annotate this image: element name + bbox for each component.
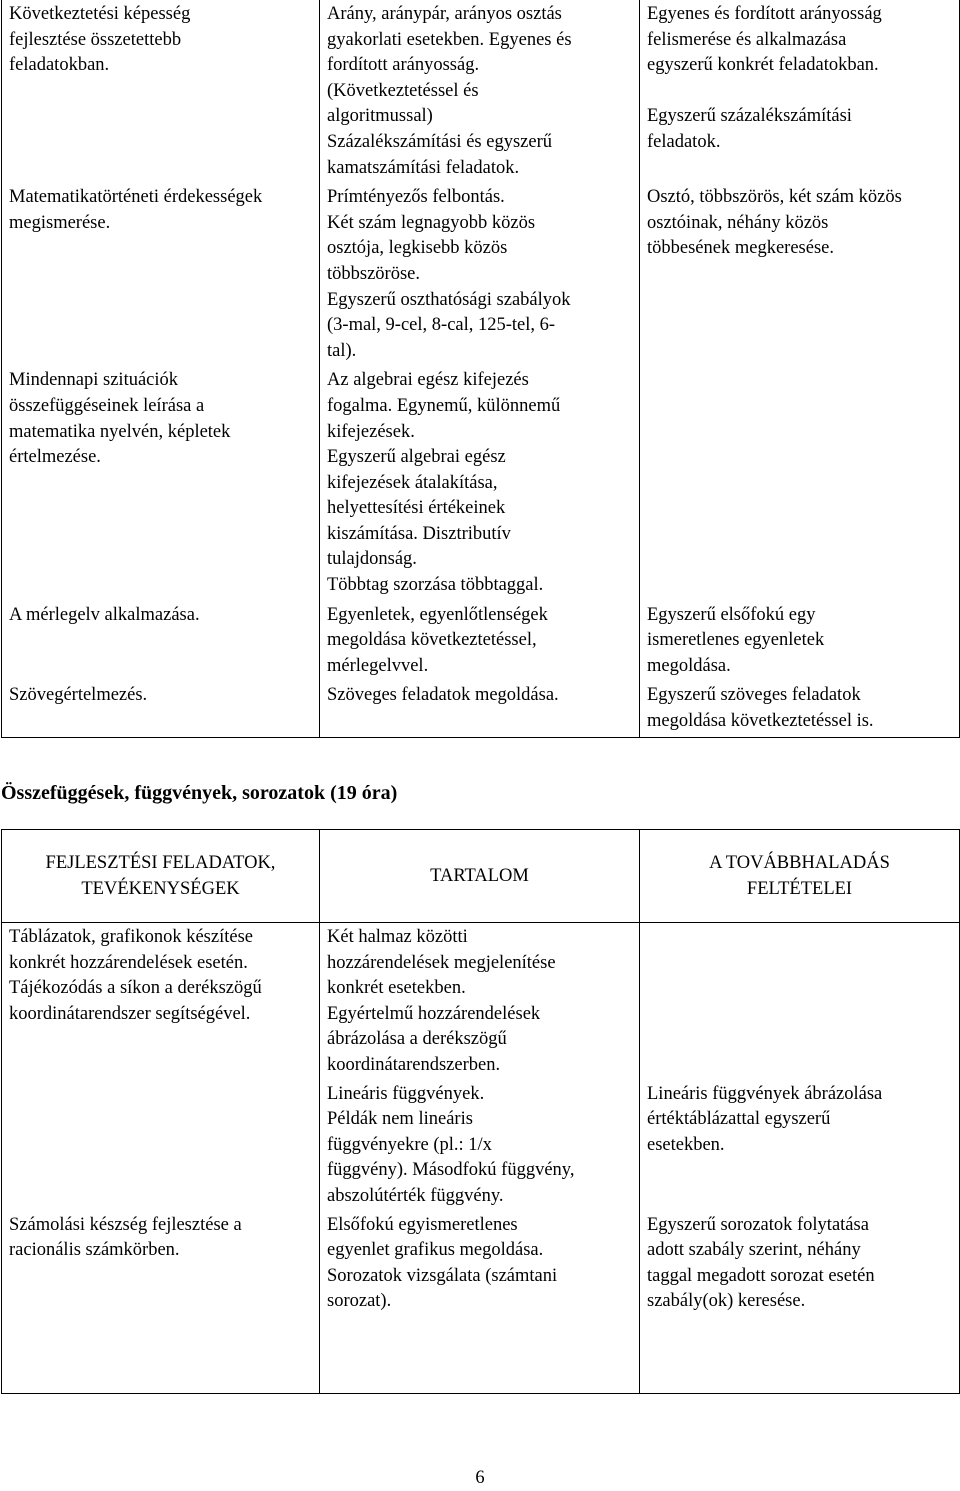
cell-text-line: Két halmaz közötti [327,927,468,947]
cell-text-line: tulajdonság. [327,549,417,570]
cell-text-line: megoldása. [647,655,731,676]
cell-text-line: Szöveges feladatok megoldása. [327,685,559,706]
cell-text-line: kifejezések. [327,421,415,442]
cell-text-line: függvény). Másodfokú függvény, [327,1160,575,1181]
cell-text-line: Osztó, többszörös, két szám közös [647,187,902,208]
cell-text-line: egyenlet grafikus megoldása. [327,1240,544,1261]
cell-text-line: algoritmussal) [327,106,433,127]
development-task-cell [2,681,320,737]
cell-text-line: feladatok. [647,131,721,152]
table-row [2,366,960,600]
cell-text-line: FELTÉTELEI [746,879,853,899]
cell-text-line: Egyszerű elsőfokú egy [647,604,816,625]
cell-text-line: Számolási készség fejlesztése a [9,1214,242,1235]
cell-text-line: koordinátarendszer segítségével. [9,1003,251,1024]
table-row [2,681,960,737]
cell-text-line: Példák nem lineáris [327,1109,473,1130]
page-number: 6 [475,1468,485,1488]
progression-condition-cell [640,601,960,682]
cell-text-line: ábrázolása a derékszögű [327,1029,507,1050]
cell-text-line: Elsőfokú egyismeretlenes [327,1214,518,1235]
progression-condition-cell [640,1211,960,1394]
cell-text-line: ismeretlenes egyenletek [647,630,825,651]
cell-text-line: kifejezések átalakítása, [327,472,498,493]
development-task-cell [2,0,320,183]
cell-text-line: (Következtetéssel és [327,80,479,101]
cell-text-line: többesének megkeresése. [647,238,834,259]
content-cell [320,1211,640,1394]
cell-text-line: megoldása következtetéssel, [327,630,537,651]
cell-text-line: Egyenletek, egyenlőtlenségek [327,604,548,625]
cell-text-line: Következtetési képesség [9,4,191,24]
cell-text-line: esetekben. [647,1134,725,1155]
cell-text-line: TEVÉKENYSÉGEK [81,879,240,899]
section-title: Összefüggések, függvények, sorozatok (19 óra) [1,782,398,804]
table-row [2,923,960,1080]
cell-text-line: tal). [327,340,357,361]
content-cell [320,601,640,682]
cell-text-line: TARTALOM [430,866,529,886]
table-row [2,1211,960,1394]
table-row [2,601,960,682]
cell-text-line: felismerése és alkalmazása [647,29,847,50]
progression-condition-cell [640,681,960,737]
cell-text-line: Egyszerű százalékszámítási [647,106,852,127]
header-progression-conditions [640,830,960,923]
cell-text-line: Többtag szorzása többtaggal. [327,575,544,596]
cell-text-line: többszöröse. [327,263,420,284]
content-cell [320,366,640,600]
cell-text-line: A mérlegelv alkalmazása. [9,604,200,625]
cell-text-line: Egyenes és fordított arányosság [647,4,882,24]
cell-text-line: hozzárendelések megjelenítése [327,952,556,973]
table-row [2,0,960,183]
cell-text-line: Lineáris függvények. [327,1083,485,1104]
cell-text-line: Lineáris függvények ábrázolása [647,1083,883,1104]
cell-text-line: Egyszerű sorozatok folytatása [647,1214,869,1235]
cell-text-line: mérlegelvvel. [327,655,429,676]
cell-text-line: Arány, aránypár, arányos osztás [327,4,562,24]
cell-text-line: helyettesítési értékeinek [327,498,506,519]
cell-text-line: konkrét hozzárendelések esetén. [9,952,248,973]
table-header-row [2,830,960,923]
content-cell [320,681,640,737]
curriculum-table [1,829,960,1394]
cell-text-line: Két szám legnagyobb közös [327,212,536,233]
cell-text-line: szabály(ok) keresése. [647,1291,806,1312]
development-task-cell [2,923,320,1080]
development-task-cell [2,366,320,600]
cell-text-line: kamatszámítási feladatok. [327,157,520,178]
cell-text-line: Sorozatok vizsgálata (számtani [327,1265,558,1286]
cell-text-line: egyszerű konkrét feladatokban. [647,55,879,76]
cell-text-line: fordított arányosság. [327,55,480,76]
cell-text-line: (3-mal, 9-cel, 8-cal, 125-tel, 6- [327,315,556,336]
table-row [2,183,960,366]
development-task-cell [2,183,320,366]
progression-condition-cell [640,1080,960,1211]
cell-text-line: abszolútérték függvény. [327,1185,504,1206]
cell-text-line: Egyszerű algebrai egész [327,447,506,468]
cell-text-line: FEJLESZTÉSI FELADATOK, [45,853,276,873]
cell-text-line: értéktáblázattal egyszerű [647,1109,831,1130]
cell-text-line: megoldása következtetéssel is. [647,711,874,732]
header-content [320,830,640,923]
cell-text-line: taggal megadott sorozat esetén [647,1265,875,1286]
cell-text-line: feladatokban. [9,55,110,76]
development-task-cell [2,1080,320,1211]
cell-text-line: osztója, legkisebb közös [327,238,508,259]
header-development-tasks [2,830,320,923]
cell-text-line: Mindennapi szituációk [9,370,179,391]
cell-text-line: racionális számkörben. [9,1240,180,1261]
cell-text-line: Táblázatok, grafikonok készítése [9,927,253,947]
cell-text-line: megismerése. [9,212,111,233]
cell-text-line: értelmezése. [9,447,101,468]
cell-text-line: fogalma. Egynemű, különnemű [327,395,561,416]
development-task-cell [2,1211,320,1394]
cell-text-line: kiszámítása. Disztributív [327,523,511,544]
content-cell [320,1080,640,1211]
cell-text-line: Százalékszámítási és egyszerű [327,131,552,152]
table-row [2,1080,960,1211]
progression-condition-cell [640,0,960,183]
cell-text-line: Szövegértelmezés. [9,685,148,706]
cell-text-line: Prímtényezős felbontás. [327,187,505,208]
cell-text-line: A TOVÁBBHALADÁS [709,853,890,873]
content-cell [320,923,640,1080]
cell-text-line: adott szabály szerint, néhány [647,1240,861,1261]
cell-text-line: Egyértelmű hozzárendelések [327,1003,541,1024]
cell-text-line: matematika nyelvén, képletek [9,421,231,442]
curriculum-table-continued [1,0,960,738]
cell-text-line: Egyszerű oszthatósági szabályok [327,289,571,310]
cell-text-line: fejlesztése összetettebb [9,29,182,50]
cell-text-line: konkrét esetekben. [327,978,466,999]
cell-text-line: Az algebrai egész kifejezés [327,370,529,391]
cell-text-line: Tájékozódás a síkon a derékszögű [9,978,262,999]
progression-condition-cell [640,366,960,600]
cell-text-line: sorozat). [327,1291,392,1312]
progression-condition-cell [640,183,960,366]
cell-text-line: gyakorlati esetekben. Egyenes és [327,29,572,50]
content-cell [320,0,640,183]
progression-condition-cell [640,923,960,1080]
development-task-cell [2,601,320,682]
cell-text-line [647,79,952,105]
cell-text-line: koordinátarendszerben. [327,1054,501,1075]
cell-text-line: osztóinak, néhány közös [647,212,829,233]
cell-text-line: függvényekre (pl.: 1/x [327,1134,492,1155]
cell-text-line: Egyszerű szöveges feladatok [647,685,861,706]
cell-text-line: Matematikatörténeti érdekességek [9,187,263,208]
cell-text-line: összefüggéseinek leírása a [9,395,205,416]
content-cell [320,183,640,366]
